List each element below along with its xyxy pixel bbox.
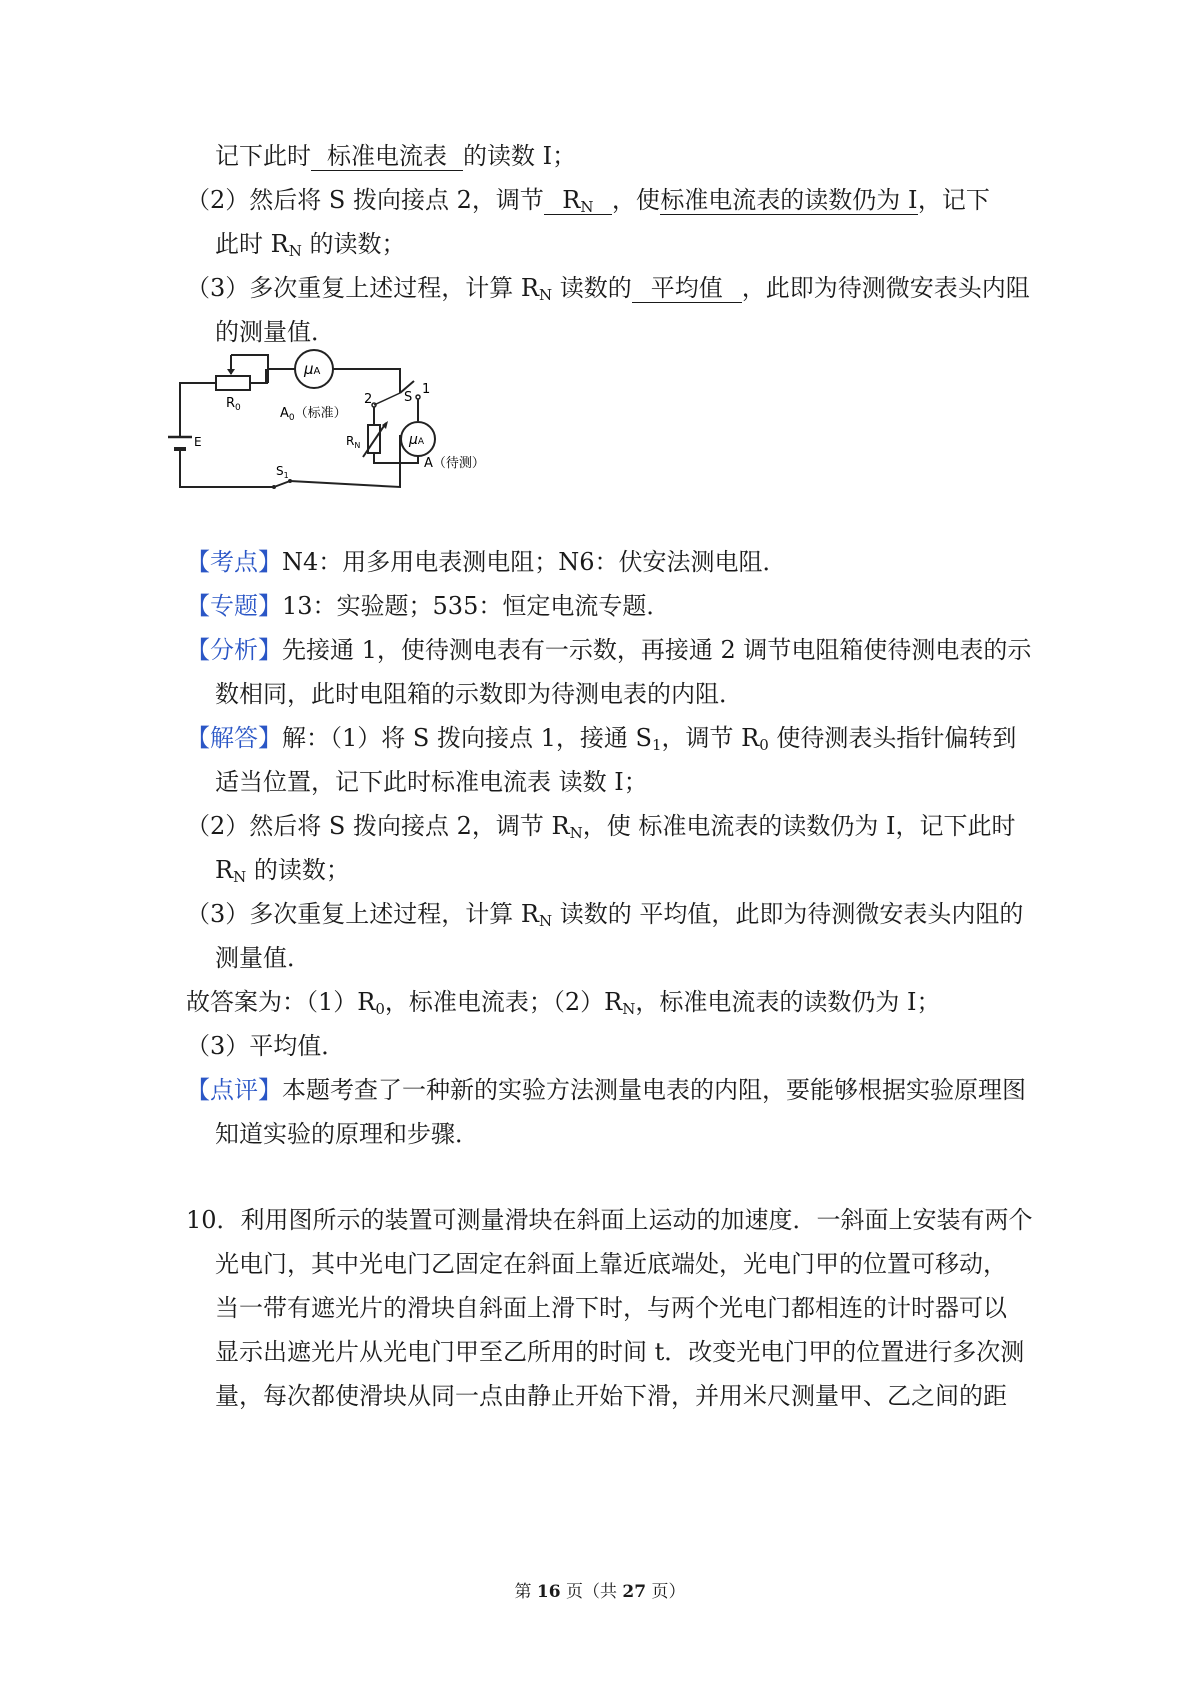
jieda-line-2: 适当位置，记下此时标准电流表 读数 I； bbox=[215, 768, 648, 796]
jieda-line-5: （3）多次重复上述过程，计算 $R_N$ 读数的 平均值，此即为待测微安表头内阻的 bbox=[186, 900, 1024, 930]
q10-line-5: 量，每次都使滑块从同一点由静止开始下滑，并用米尺测量甲、乙之间的距 bbox=[215, 1382, 1007, 1410]
kaodian-line: 【考点】N4：用多用电表测电阻；N6：伏安法测电阻． bbox=[186, 548, 787, 576]
a-label: A（待测） bbox=[424, 456, 485, 471]
kaodian-tag: 【考点】 bbox=[186, 548, 282, 576]
wire-bottom-right bbox=[290, 435, 400, 487]
blank-standard-ammeter: 标准电流表 bbox=[311, 142, 463, 171]
battery-e-label: E bbox=[194, 435, 202, 449]
jieda-tag: 【解答】 bbox=[186, 724, 282, 752]
a-meter-symbol: μA bbox=[409, 432, 425, 448]
jieda-line-3: （2）然后将 S 拨向接点 2，调节 $R_N$，使 标准电流表的读数仍为 I，记下此时 bbox=[186, 812, 1016, 842]
jieda-line-4: $R_N$ 的读数； bbox=[215, 856, 350, 886]
zhuanti-tag: 【专题】 bbox=[186, 592, 282, 620]
a0-meter-symbol: μA bbox=[304, 360, 321, 378]
r0-label: $R_0$ bbox=[226, 396, 241, 413]
contact-2-label: 2 bbox=[364, 392, 373, 407]
zhuanti-line: 【专题】13：实验题；535：恒定电流专题． bbox=[186, 592, 671, 620]
blank-reading-still-i: 标准电流表的读数仍为 I bbox=[660, 186, 918, 214]
a0-label: $A_0$（标准） bbox=[280, 406, 347, 423]
jieda-line-1: 【解答】解：（1）将 S 拨向接点 1，接通 $S_1$，调节 $R_0$ 使待测表头指针偏转到 bbox=[186, 724, 1017, 754]
blank-average: 平均值 bbox=[632, 274, 742, 303]
page-footer: 第 16 页（共 27 页） bbox=[514, 1582, 686, 1602]
fenxi-line-2: 数相同，此时电阻箱的示数即为待测电表的内阻． bbox=[215, 680, 743, 708]
answer-line-1: 记下此时 标准电流表 的读数 I； bbox=[215, 142, 577, 170]
slider-arrow-icon bbox=[227, 369, 235, 375]
switch-s1 bbox=[274, 481, 290, 487]
wire-to-contact-2 bbox=[374, 393, 400, 405]
dianping-line-1: 【点评】本题考查了一种新的实验方法测量电表的内阻，要能够根据实验原理图 bbox=[186, 1076, 1026, 1104]
q10-line-2: 光电门，其中光电门乙固定在斜面上靠近底端处，光电门甲的位置可移动， bbox=[215, 1250, 1007, 1278]
circuit-diagram bbox=[168, 345, 548, 505]
contact-1-label: 1 bbox=[422, 382, 431, 397]
wire-left-top bbox=[180, 383, 268, 437]
page-number: 16 bbox=[536, 1582, 561, 1602]
fenxi-tag: 【分析】 bbox=[186, 636, 282, 664]
answer-line-3: 此时 $R_N$ 的读数； bbox=[215, 230, 406, 260]
final-answer-line-2: （3）平均值． bbox=[186, 1032, 346, 1060]
wire-to-switch bbox=[333, 369, 400, 393]
rheostat-r0 bbox=[216, 376, 250, 390]
jieda-line-6: 测量值． bbox=[215, 944, 311, 972]
answer-line-2: （2）然后将 S 拨向接点 2，调节 $R_N$ ，使标准电流表的读数仍为 I，记下 bbox=[186, 186, 990, 216]
dianping-line-2: 知道实验的原理和步骤． bbox=[215, 1120, 479, 1148]
dianping-tag: 【点评】 bbox=[186, 1076, 282, 1104]
answer-line-5: 的测量值． bbox=[215, 318, 335, 346]
page-total: 27 bbox=[622, 1582, 647, 1602]
q10-line-4: 显示出遮光片从光电门甲至乙所用的时间 t．改变光电门甲的位置进行多次测 bbox=[215, 1338, 1025, 1366]
blank-rn: $R_N$ bbox=[544, 186, 612, 215]
q10-line-1: 10．利用图所示的装置可测量滑块在斜面上运动的加速度．一斜面上安装有两个 bbox=[186, 1206, 1033, 1234]
answer-line-4: （3）多次重复上述过程，计算 $R_N$ 读数的 平均值 ，此即为待测微安表头内阻 bbox=[186, 274, 1030, 304]
switch-s-label: S bbox=[404, 390, 413, 405]
fenxi-line-1: 【分析】先接通 1，使待测电表有一示数，再接通 2 调节电阻箱使待测电表的示 bbox=[186, 636, 1032, 664]
rn-label: $R_N$ bbox=[346, 434, 361, 450]
switch-s1-label: $S_1$ bbox=[276, 464, 289, 480]
q10-line-3: 当一带有遮光片的滑块自斜面上滑下时，与两个光电门都相连的计时器可以 bbox=[215, 1294, 1007, 1322]
wire-left-bottom bbox=[180, 449, 274, 487]
final-answer-line-1: 故答案为：$(1)R_0$，标准电流表；$(2)R_N$，标准电流表的读数仍为 I； bbox=[186, 988, 941, 1018]
